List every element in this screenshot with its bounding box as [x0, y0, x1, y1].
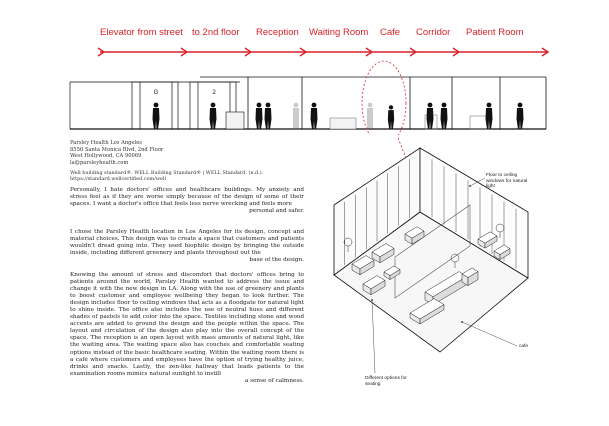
callout-leader	[372, 300, 375, 373]
callout-seating: Different options for seating	[365, 376, 407, 387]
address-line: West Hollywood, CA 90069	[70, 153, 142, 160]
stage-label-waiting-room: Waiting Room	[309, 27, 369, 38]
stage-label-corridor: Corridor	[416, 27, 451, 38]
stage-label-cafe: Cafe	[380, 27, 401, 38]
stage-label-2nd-floor: to 2nd floor	[192, 27, 240, 38]
callout-leader	[462, 322, 517, 346]
address-line: Parsley Health Los Angeles	[70, 140, 142, 146]
paragraph-text: Personally, I hate doctors' offices and healthcare buildings. My anxiety and stress feel as if they are worse simply because of the design of some of their spaces. I want a doctor's office that feels less nerve wrecking and feels more	[70, 187, 304, 208]
paragraph-tail: personal and safer.	[249, 208, 304, 215]
callout-windows: Floor to ceiling windows for natural light	[486, 173, 528, 190]
paragraph-tail: base of the design.	[249, 257, 304, 264]
paragraph-text: Knowing the amount of stress and discomfort that doctors' offices bring to patients around the world, Parsley Health wanted to address the issue and change it with the new design in LA. Along with the use of greenery and plants to boost customer and employee wellbeing they began to look further. The design includes floor to ceiling windows that acts as a floodgate for natural light to shine inside. The office also includes the use of neutral hues and different shades of pastels to add color into the space. Textiles including stone and wood accents are added to ground the design and the people within the space. The layout and circulation of the design also play into the overall concept of the space. The reception is an open layout with mass amounts of natural light, like the waiting area. The waiting space also has couches and comfortable seating options instead of the basic healthcare seating. Within the waiting room there is a café where customers and employees have the option of trying healthy juice, drinks and snacks. Lastly, the zen-like hallway that leads patients to the examination rooms mimics natural sunlight to instill	[70, 272, 304, 377]
callout-cafe: cafe	[519, 344, 529, 349]
callout-dot	[371, 299, 373, 301]
paragraph-tail: a sense of calmness.	[244, 377, 304, 384]
stage-label-patient-room: Patient Room	[466, 27, 524, 38]
citation-line: Well building standard®, WELL Building Standard® | WELL Standard. (n.d.).	[70, 170, 264, 176]
address-line: 8550 Santa Monica Blvd, 2nd Floor	[70, 146, 164, 153]
callout-dot	[461, 321, 463, 323]
elevator-floor-sign: G	[153, 90, 159, 96]
stage-label-reception: Reception	[256, 27, 299, 38]
citation-link: https://standard.wellcertified.com/well	[70, 176, 167, 183]
paragraph-text: I chose the Parsley Health location in Los Angeles for its design, concept and material choices. This design was to create a space that customers and patients wouldn't dread going into. They used biophilic design by bringing the outside inside, including different greenery and plants throughout out the	[70, 229, 304, 257]
address-line: la@parsleyhealth.com	[70, 159, 129, 166]
callout-dot	[469, 185, 471, 187]
stage-label-elevator: Elevator from street	[100, 27, 183, 38]
elevator-floor-sign: 2	[212, 90, 216, 96]
